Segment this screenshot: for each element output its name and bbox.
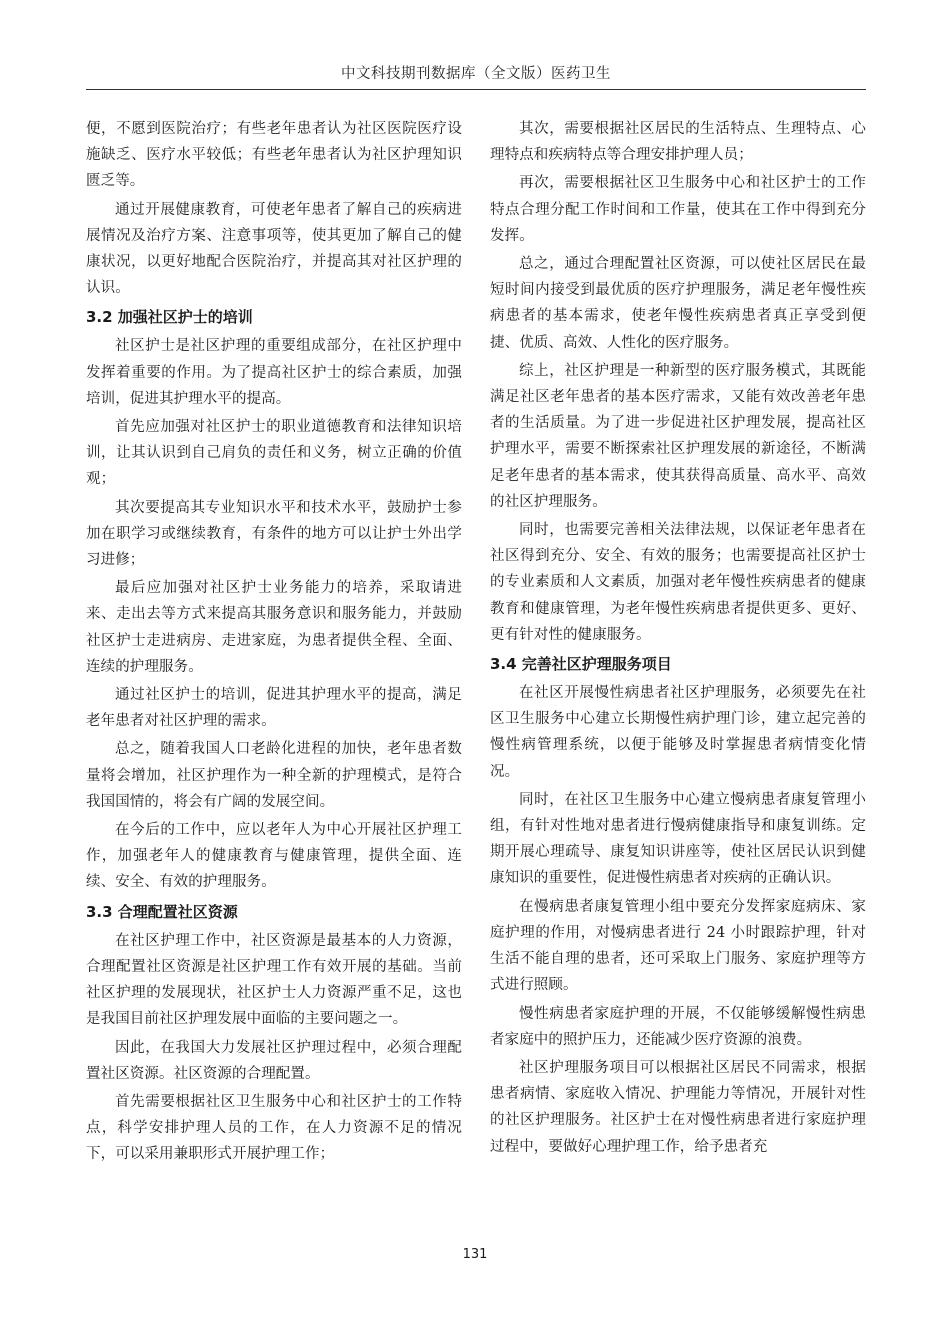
paragraph: 首先应加强对社区护士的职业道德教育和法律知识培训，让其认识到自己肩负的责任和义务，树立正确的价值观；: [86, 419, 462, 488]
paragraph: 通过开展健康教育，可使老年患者了解自己的疾病进展情况及治疗方案、注意事项等，使其更加了解自己的健康状况，以更好地配合医院治疗，并提高其对社区护理的认识。: [86, 201, 462, 297]
journal-header: 中文科技期刊数据库（全文版）医药卫生: [341, 66, 611, 82]
paragraph: 因此，在我国大力发展社区护理过程中，必须合理配置社区资源。社区资源的合理配置。: [86, 1039, 462, 1082]
left-column: [86, 116, 462, 1170]
paragraph: 其次要提高其专业知识水平和技术水平，鼓励护士参加在职学习或继续教育，有条件的地方可以让护士外出学习进修；: [86, 499, 462, 569]
paragraph: 再次，需要根据社区卫生服务中心和社区护士的工作特点合理分配工作时间和工作量，使其在工作中得到充分发挥。: [490, 175, 866, 244]
paragraph: 总之，随着我国人口老龄化进程的加快，老年患者数量将会增加，社区护理作为一种全新的护理模式，是符合我国国情的，将会有广阔的发展空间。: [86, 741, 462, 810]
paragraph: 在社区护理工作中，社区资源是最基本的人力资源，合理配置社区资源是社区护理工作有效开展的基础。当前社区护理的发展现状，社区护士人力资源严重不足，这也是我国目前社区护理发展中面临的主要问题之一。: [86, 932, 462, 1028]
paragraph: 同时，在社区卫生服务中心建立慢病患者康复管理小组，有针对性地对患者进行慢病健康指导和康复训练。定期开展心理疏导、康复知识讲座等，使社区居民认识到健康知识的重要性，促进慢性病患者对疾病的正确认识。: [490, 791, 866, 887]
paragraph: 慢性病患者家庭护理的开展，不仅能够缓解慢性病患者家庭中的照护压力，还能减少医疗资源的浪费。: [490, 1005, 866, 1048]
section-heading: 3.4 完善社区护理服务项目: [490, 655, 672, 674]
paragraph: 在社区开展慢性病患者社区护理服务，必须要先在社区卫生服务中心建立长期慢性病护理门诊，建立起完善的慢性病管理系统，以便于能够及时掌握患者病情变化情况。: [490, 685, 866, 780]
section-heading: 3.2 加强社区护士的培训: [86, 308, 253, 327]
paragraph: 社区护理服务项目可以根据社区居民不同需求，根据患者病情、家庭收入情况、护理能力等情况，开展针对性的社区护理服务。社区护士在对慢性病患者进行家庭护理过程中，要做好心理护理工作，给予患者充: [490, 1059, 866, 1155]
paragraph: 通过社区护士的培训，促进其护理水平的提高，满足老年患者对社区护理的需求。: [86, 687, 462, 730]
paragraph: 社区护士是社区护理的重要组成部分，在社区护理中发挥着重要的作用。为了提高社区护士的综合素质，加强培训，促进其护理水平的提高。: [86, 338, 462, 407]
paragraph: 首先需要根据社区卫生服务中心和社区护士的工作特点，科学安排护理人员的工作，在人力资源不足的情况下，可以采用兼职形式开展护理工作；: [86, 1093, 462, 1163]
paragraph: 最后应加强对社区护士业务能力的培养，采取请进来、走出去等方式来提高其服务意识和服务能力，并鼓励社区护士走进病房、走进家庭，为患者提供全程、全面、连续的护理服务。: [86, 580, 462, 675]
paragraph: 其次，需要根据社区居民的生活特点、生理特点、心理特点和疾病特点等合理安排护理人员；: [490, 121, 866, 164]
page-number: 131: [462, 1247, 488, 1262]
header-divider: [86, 89, 866, 90]
paragraph: 在今后的工作中，应以老年人为中心开展社区护理工作，加强老年人的健康教育与健康管理，提供全面、连续、安全、有效的护理服务。: [86, 822, 462, 891]
paragraph: 在慢病患者康复管理小组中要充分发挥家庭病床、家庭护理的作用，对慢病患者进行 24 小时跟踪护理，针对生活不能自理的患者，还可采取上门服务、家庭护理等方式进行照顾。: [490, 898, 866, 994]
section-heading: 3.3 合理配置社区资源: [86, 902, 238, 921]
paragraph: 便，不愿到医院治疗；有些老年患者认为社区医院医疗设施缺乏、医疗水平较低；有些老年患者认为社区护理知识匮乏等。: [86, 121, 462, 190]
paragraph: 同时，也需要完善相关法律法规，以保证老年患者在社区得到充分、安全、有效的服务；也需要提高社区护士的专业素质和人文素质，加强对老年慢性疾病患者的健康教育和健康管理，为老年慢性疾病患者提供更多、更好、更有针对性的健康服务。: [490, 522, 866, 643]
paragraph: 总之，通过合理配置社区资源，可以使社区居民在最短时间内接受到最优质的医疗护理服务，满足老年慢性疾病患者的基本需求，使老年慢性疾病患者真正享受到便捷、优质、高效、人性化的医疗服务。: [490, 256, 866, 351]
right-column: [490, 116, 866, 1162]
paragraph: 综上，社区护理是一种新型的医疗服务模式，其既能满足社区老年患者的基本医疗需求，又能有效改善老年患者的生活质量。为了进一步促进社区护理发展，提高社区护理水平，需要不断探索社区护理发展的新途径，不断满足老年患者的基本需求，使其获得高质量、高水平、高效的社区护理服务。: [490, 362, 866, 510]
